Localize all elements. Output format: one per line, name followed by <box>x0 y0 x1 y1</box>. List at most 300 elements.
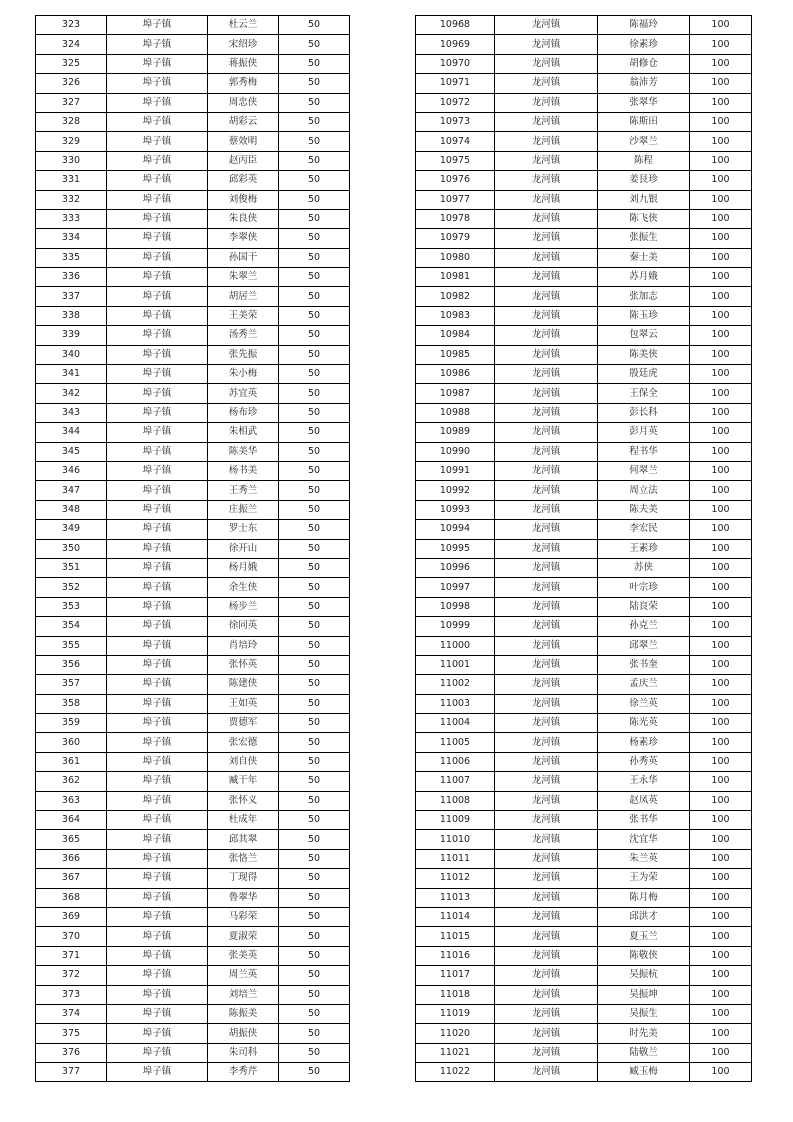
town-cell: 龙河镇 <box>495 248 598 267</box>
name-cell: 孙克兰 <box>598 617 690 636</box>
amount-cell: 100 <box>690 345 752 364</box>
town-cell: 龙河镇 <box>495 966 598 985</box>
row-number-cell: 368 <box>36 888 107 907</box>
town-cell: 埠子镇 <box>107 345 208 364</box>
table-row <box>416 869 752 888</box>
town-cell: 埠子镇 <box>107 597 208 616</box>
town-cell: 龙河镇 <box>495 811 598 830</box>
town-cell: 埠子镇 <box>107 733 208 752</box>
town-cell: 龙河镇 <box>495 93 598 112</box>
amount-cell: 100 <box>690 481 752 500</box>
town-cell: 埠子镇 <box>107 907 208 926</box>
table-row <box>36 539 350 558</box>
name-cell: 张恪兰 <box>208 849 279 868</box>
town-cell: 埠子镇 <box>107 171 208 190</box>
row-number-cell: 328 <box>36 112 107 131</box>
table-row <box>36 326 350 345</box>
row-number-cell: 353 <box>36 597 107 616</box>
amount-cell: 50 <box>279 791 350 810</box>
town-cell: 龙河镇 <box>495 442 598 461</box>
row-number-cell: 10990 <box>416 442 495 461</box>
table-row <box>416 16 752 35</box>
amount-cell: 100 <box>690 752 752 771</box>
town-cell: 龙河镇 <box>495 733 598 752</box>
town-cell: 埠子镇 <box>107 403 208 422</box>
town-cell: 埠子镇 <box>107 539 208 558</box>
amount-cell: 100 <box>690 636 752 655</box>
row-number-cell: 11022 <box>416 1063 495 1082</box>
name-cell: 陈敬侠 <box>598 946 690 965</box>
name-cell: 张振生 <box>598 229 690 248</box>
amount-cell: 50 <box>279 1004 350 1023</box>
name-cell: 陈建侠 <box>208 675 279 694</box>
name-cell: 孙秀英 <box>598 752 690 771</box>
amount-cell: 50 <box>279 500 350 519</box>
amount-cell: 50 <box>279 112 350 131</box>
name-cell: 罗士东 <box>208 520 279 539</box>
table-row <box>36 946 350 965</box>
row-number-cell: 361 <box>36 752 107 771</box>
table-row <box>36 384 350 403</box>
table-row <box>416 636 752 655</box>
table-row <box>416 403 752 422</box>
town-cell: 龙河镇 <box>495 74 598 93</box>
name-cell: 彭长科 <box>598 403 690 422</box>
name-cell: 陈夫美 <box>598 500 690 519</box>
town-cell: 龙河镇 <box>495 772 598 791</box>
name-cell: 胡彩云 <box>208 112 279 131</box>
town-cell: 埠子镇 <box>107 268 208 287</box>
table-row <box>36 636 350 655</box>
name-cell: 陈程 <box>598 151 690 170</box>
name-cell: 周立法 <box>598 481 690 500</box>
table-row <box>416 791 752 810</box>
row-number-cell: 11021 <box>416 1043 495 1062</box>
amount-cell: 100 <box>690 1043 752 1062</box>
table-row <box>36 830 350 849</box>
town-cell: 埠子镇 <box>107 675 208 694</box>
name-cell: 邱翠兰 <box>598 636 690 655</box>
row-number-cell: 354 <box>36 617 107 636</box>
name-cell: 刘自侠 <box>208 752 279 771</box>
town-cell: 埠子镇 <box>107 209 208 228</box>
amount-cell: 50 <box>279 830 350 849</box>
name-cell: 周忠侠 <box>208 93 279 112</box>
table-row <box>416 306 752 325</box>
table-row <box>416 229 752 248</box>
town-cell: 龙河镇 <box>495 1004 598 1023</box>
table-row <box>416 694 752 713</box>
amount-cell: 50 <box>279 248 350 267</box>
name-cell: 杜成年 <box>208 811 279 830</box>
town-cell: 埠子镇 <box>107 442 208 461</box>
row-number-cell: 342 <box>36 384 107 403</box>
row-number-cell: 365 <box>36 830 107 849</box>
row-number-cell: 10991 <box>416 461 495 480</box>
row-number-cell: 10983 <box>416 306 495 325</box>
amount-cell: 50 <box>279 946 350 965</box>
row-number-cell: 332 <box>36 190 107 209</box>
row-number-cell: 346 <box>36 461 107 480</box>
table-row <box>416 171 752 190</box>
table-row <box>36 520 350 539</box>
row-number-cell: 11009 <box>416 811 495 830</box>
town-cell: 龙河镇 <box>495 907 598 926</box>
name-cell: 朱翠兰 <box>208 268 279 287</box>
row-number-cell: 371 <box>36 946 107 965</box>
table-row <box>36 966 350 985</box>
row-number-cell: 10997 <box>416 578 495 597</box>
amount-cell: 100 <box>690 733 752 752</box>
row-number-cell: 366 <box>36 849 107 868</box>
left-roster-table <box>35 15 350 1082</box>
name-cell: 朱司科 <box>208 1043 279 1062</box>
town-cell: 龙河镇 <box>495 539 598 558</box>
table-row <box>36 209 350 228</box>
amount-cell: 50 <box>279 132 350 151</box>
table-row <box>36 791 350 810</box>
name-cell: 邱其翠 <box>208 830 279 849</box>
name-cell: 时先美 <box>598 1024 690 1043</box>
row-number-cell: 11019 <box>416 1004 495 1023</box>
row-number-cell: 11013 <box>416 888 495 907</box>
amount-cell: 100 <box>690 617 752 636</box>
row-number-cell: 325 <box>36 54 107 73</box>
amount-cell: 100 <box>690 985 752 1004</box>
row-number-cell: 333 <box>36 209 107 228</box>
town-cell: 龙河镇 <box>495 461 598 480</box>
row-number-cell: 11018 <box>416 985 495 1004</box>
amount-cell: 100 <box>690 869 752 888</box>
town-cell: 龙河镇 <box>495 16 598 35</box>
row-number-cell: 11002 <box>416 675 495 694</box>
table-row <box>36 365 350 384</box>
name-cell: 吴振杭 <box>598 966 690 985</box>
name-cell: 叶宗珍 <box>598 578 690 597</box>
row-number-cell: 376 <box>36 1043 107 1062</box>
row-number-cell: 374 <box>36 1004 107 1023</box>
town-cell: 埠子镇 <box>107 617 208 636</box>
row-number-cell: 369 <box>36 907 107 926</box>
name-cell: 庄振兰 <box>208 500 279 519</box>
row-number-cell: 11017 <box>416 966 495 985</box>
name-cell: 王为荣 <box>598 869 690 888</box>
table-row <box>416 985 752 1004</box>
name-cell: 姜艮珍 <box>598 171 690 190</box>
row-number-cell: 11010 <box>416 830 495 849</box>
table-row <box>36 345 350 364</box>
amount-cell: 50 <box>279 403 350 422</box>
town-cell: 龙河镇 <box>495 190 598 209</box>
table-row <box>36 714 350 733</box>
table-row <box>36 927 350 946</box>
row-number-cell: 10974 <box>416 132 495 151</box>
row-number-cell: 375 <box>36 1024 107 1043</box>
amount-cell: 50 <box>279 558 350 577</box>
table-row <box>416 617 752 636</box>
town-cell: 埠子镇 <box>107 35 208 54</box>
amount-cell: 50 <box>279 636 350 655</box>
table-row <box>36 849 350 868</box>
row-number-cell: 11016 <box>416 946 495 965</box>
row-number-cell: 337 <box>36 287 107 306</box>
amount-cell: 50 <box>279 481 350 500</box>
town-cell: 龙河镇 <box>495 636 598 655</box>
name-cell: 何翠兰 <box>598 461 690 480</box>
name-cell: 赵丙臣 <box>208 151 279 170</box>
amount-cell: 50 <box>279 907 350 926</box>
name-cell: 邱洪才 <box>598 907 690 926</box>
name-cell: 蒋振侠 <box>208 54 279 73</box>
town-cell: 埠子镇 <box>107 229 208 248</box>
name-cell: 苏侠 <box>598 558 690 577</box>
row-number-cell: 377 <box>36 1063 107 1082</box>
amount-cell: 50 <box>279 74 350 93</box>
name-cell: 杜云兰 <box>208 16 279 35</box>
town-cell: 龙河镇 <box>495 869 598 888</box>
town-cell: 龙河镇 <box>495 423 598 442</box>
town-cell: 龙河镇 <box>495 985 598 1004</box>
amount-cell: 50 <box>279 326 350 345</box>
name-cell: 郭秀梅 <box>208 74 279 93</box>
table-row <box>36 655 350 674</box>
amount-cell: 50 <box>279 287 350 306</box>
amount-cell: 100 <box>690 1004 752 1023</box>
amount-cell: 100 <box>690 442 752 461</box>
name-cell: 臧干年 <box>208 772 279 791</box>
town-cell: 龙河镇 <box>495 830 598 849</box>
table-row <box>416 74 752 93</box>
town-cell: 埠子镇 <box>107 946 208 965</box>
town-cell: 龙河镇 <box>495 171 598 190</box>
town-cell: 龙河镇 <box>495 578 598 597</box>
amount-cell: 50 <box>279 365 350 384</box>
row-number-cell: 362 <box>36 772 107 791</box>
table-row <box>416 811 752 830</box>
town-cell: 龙河镇 <box>495 752 598 771</box>
table-row <box>416 1063 752 1082</box>
name-cell: 朱相武 <box>208 423 279 442</box>
row-number-cell: 10984 <box>416 326 495 345</box>
row-number-cell: 352 <box>36 578 107 597</box>
amount-cell: 50 <box>279 1043 350 1062</box>
amount-cell: 100 <box>690 946 752 965</box>
town-cell: 龙河镇 <box>495 694 598 713</box>
table-row <box>36 1004 350 1023</box>
amount-cell: 100 <box>690 578 752 597</box>
row-number-cell: 336 <box>36 268 107 287</box>
name-cell: 吴振生 <box>598 1004 690 1023</box>
amount-cell: 50 <box>279 54 350 73</box>
town-cell: 埠子镇 <box>107 384 208 403</box>
town-cell: 龙河镇 <box>495 791 598 810</box>
table-row <box>36 16 350 35</box>
town-cell: 龙河镇 <box>495 617 598 636</box>
row-number-cell: 364 <box>36 811 107 830</box>
town-cell: 龙河镇 <box>495 500 598 519</box>
table-row <box>416 539 752 558</box>
amount-cell: 100 <box>690 209 752 228</box>
table-row <box>416 54 752 73</box>
table-row <box>416 907 752 926</box>
amount-cell: 50 <box>279 35 350 54</box>
row-number-cell: 324 <box>36 35 107 54</box>
town-cell: 埠子镇 <box>107 791 208 810</box>
amount-cell: 50 <box>279 229 350 248</box>
name-cell: 孙国干 <box>208 248 279 267</box>
row-number-cell: 10998 <box>416 597 495 616</box>
town-cell: 埠子镇 <box>107 16 208 35</box>
name-cell: 马彩荣 <box>208 907 279 926</box>
town-cell: 埠子镇 <box>107 558 208 577</box>
amount-cell: 100 <box>690 558 752 577</box>
town-cell: 龙河镇 <box>495 268 598 287</box>
name-cell: 翁沛芳 <box>598 74 690 93</box>
amount-cell: 100 <box>690 500 752 519</box>
row-number-cell: 373 <box>36 985 107 1004</box>
amount-cell: 100 <box>690 74 752 93</box>
row-number-cell: 349 <box>36 520 107 539</box>
amount-cell: 100 <box>690 1063 752 1082</box>
name-cell: 陈美侠 <box>598 345 690 364</box>
amount-cell: 50 <box>279 306 350 325</box>
amount-cell: 100 <box>690 907 752 926</box>
amount-cell: 100 <box>690 306 752 325</box>
row-number-cell: 10994 <box>416 520 495 539</box>
table-row <box>416 888 752 907</box>
row-number-cell: 323 <box>36 16 107 35</box>
town-cell: 埠子镇 <box>107 365 208 384</box>
row-number-cell: 339 <box>36 326 107 345</box>
name-cell: 胡居兰 <box>208 287 279 306</box>
amount-cell: 50 <box>279 927 350 946</box>
amount-cell: 50 <box>279 675 350 694</box>
amount-cell: 100 <box>690 461 752 480</box>
row-number-cell: 10985 <box>416 345 495 364</box>
table-row <box>36 558 350 577</box>
row-number-cell: 345 <box>36 442 107 461</box>
amount-cell: 100 <box>690 326 752 345</box>
amount-cell: 100 <box>690 849 752 868</box>
town-cell: 埠子镇 <box>107 849 208 868</box>
amount-cell: 100 <box>690 423 752 442</box>
amount-cell: 100 <box>690 268 752 287</box>
name-cell: 陈飞侠 <box>598 209 690 228</box>
amount-cell: 100 <box>690 287 752 306</box>
amount-cell: 50 <box>279 151 350 170</box>
name-cell: 朱兰英 <box>598 849 690 868</box>
town-cell: 埠子镇 <box>107 112 208 131</box>
name-cell: 徐开山 <box>208 539 279 558</box>
amount-cell: 100 <box>690 888 752 907</box>
table-row <box>36 171 350 190</box>
name-cell: 陈月梅 <box>598 888 690 907</box>
row-number-cell: 357 <box>36 675 107 694</box>
amount-cell: 50 <box>279 578 350 597</box>
town-cell: 埠子镇 <box>107 985 208 1004</box>
table-row <box>416 772 752 791</box>
table-row <box>416 578 752 597</box>
amount-cell: 100 <box>690 811 752 830</box>
table-row <box>36 306 350 325</box>
amount-cell: 50 <box>279 733 350 752</box>
row-number-cell: 350 <box>36 539 107 558</box>
name-cell: 刘九银 <box>598 190 690 209</box>
amount-cell: 100 <box>690 112 752 131</box>
table-row <box>36 500 350 519</box>
row-number-cell: 10981 <box>416 268 495 287</box>
row-number-cell: 11020 <box>416 1024 495 1043</box>
name-cell: 陈福玲 <box>598 16 690 35</box>
table-row <box>36 481 350 500</box>
amount-cell: 100 <box>690 694 752 713</box>
town-cell: 埠子镇 <box>107 811 208 830</box>
name-cell: 刘培兰 <box>208 985 279 1004</box>
name-cell: 陆敬兰 <box>598 1043 690 1062</box>
amount-cell: 50 <box>279 752 350 771</box>
name-cell: 杨月娥 <box>208 558 279 577</box>
table-row <box>36 733 350 752</box>
table-row <box>416 326 752 345</box>
name-cell: 杨书美 <box>208 461 279 480</box>
name-cell: 殷廷虎 <box>598 365 690 384</box>
row-number-cell: 338 <box>36 306 107 325</box>
row-number-cell: 10995 <box>416 539 495 558</box>
row-number-cell: 326 <box>36 74 107 93</box>
name-cell: 杨步兰 <box>208 597 279 616</box>
amount-cell: 50 <box>279 772 350 791</box>
amount-cell: 50 <box>279 655 350 674</box>
name-cell: 赵凤英 <box>598 791 690 810</box>
town-cell: 龙河镇 <box>495 520 598 539</box>
amount-cell: 50 <box>279 209 350 228</box>
amount-cell: 100 <box>690 675 752 694</box>
amount-cell: 100 <box>690 520 752 539</box>
name-cell: 陆良荣 <box>598 597 690 616</box>
name-cell: 王永华 <box>598 772 690 791</box>
amount-cell: 100 <box>690 384 752 403</box>
name-cell: 张加志 <box>598 287 690 306</box>
table-row <box>416 946 752 965</box>
row-number-cell: 360 <box>36 733 107 752</box>
row-number-cell: 344 <box>36 423 107 442</box>
table-row <box>36 112 350 131</box>
table-row <box>36 151 350 170</box>
amount-cell: 50 <box>279 1063 350 1082</box>
town-cell: 龙河镇 <box>495 403 598 422</box>
amount-cell: 50 <box>279 985 350 1004</box>
table-row <box>36 675 350 694</box>
town-cell: 龙河镇 <box>495 326 598 345</box>
town-cell: 埠子镇 <box>107 326 208 345</box>
name-cell: 夏玉兰 <box>598 927 690 946</box>
town-cell: 埠子镇 <box>107 74 208 93</box>
amount-cell: 50 <box>279 966 350 985</box>
name-cell: 丁现得 <box>208 869 279 888</box>
town-cell: 龙河镇 <box>495 1024 598 1043</box>
table-row <box>416 93 752 112</box>
row-number-cell: 10987 <box>416 384 495 403</box>
amount-cell: 50 <box>279 384 350 403</box>
amount-cell: 50 <box>279 888 350 907</box>
table-row <box>416 1043 752 1062</box>
amount-cell: 50 <box>279 811 350 830</box>
table-row <box>36 423 350 442</box>
table-row <box>36 461 350 480</box>
name-cell: 朱小梅 <box>208 365 279 384</box>
row-number-cell: 330 <box>36 151 107 170</box>
name-cell: 陈斯田 <box>598 112 690 131</box>
